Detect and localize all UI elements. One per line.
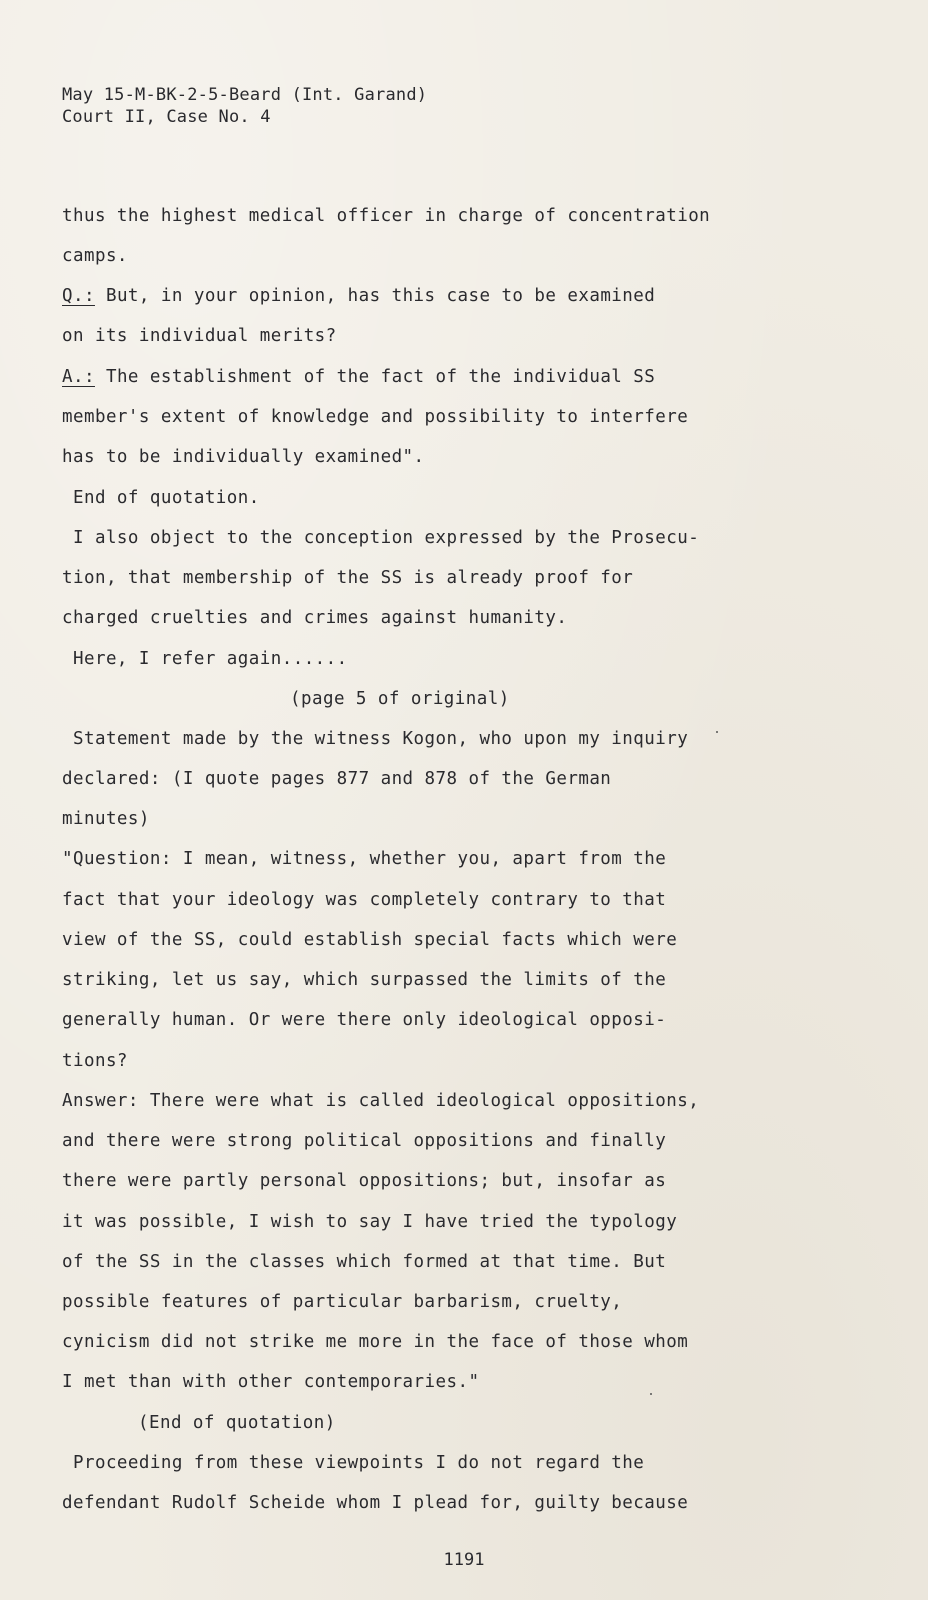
stray-mark (716, 731, 718, 733)
answer-line (62, 365, 655, 389)
body-line: member's extent of knowledge and possibility to interfere (62, 407, 689, 427)
header-court-case-line: Court II, Case No. 4 (62, 107, 271, 127)
body-line: tions? (62, 1051, 128, 1071)
body-line: "Question: I mean, witness, whether you, apart from the (62, 849, 667, 869)
body-line: defendant Rudolf Scheide whom I plead for, guilty because (62, 1493, 689, 1513)
body-line: Proceeding from these viewpoints I do not regard the (62, 1453, 645, 1473)
page-reference-line: (page 5 of original) (290, 689, 510, 709)
body-line: Here, I refer again...... (62, 649, 348, 669)
body-line: End of quotation. (62, 488, 260, 508)
header-reference-line: May 15-M-BK-2-5-Beard (Int. Garand) (62, 85, 428, 105)
body-line: of the SS in the classes which formed at that time. But (62, 1252, 667, 1272)
question-text: But, in your opinion, has this case to be examined (94, 286, 656, 306)
end-quotation-line: (End of quotation) (138, 1413, 336, 1433)
body-line: there were partly personal oppositions; but, insofar as (62, 1171, 667, 1191)
body-line: generally human. Or were there only ideological opposi- (62, 1010, 667, 1030)
body-line: possible features of particular barbarism, cruelty, (62, 1292, 623, 1312)
body-line: I also object to the conception expressed by the Prosecu- (62, 528, 700, 548)
body-line: on its individual merits? (62, 326, 337, 346)
body-line: charged cruelties and crimes against humanity. (62, 608, 568, 628)
answer-label: A.: (62, 367, 95, 387)
answer-text: The establishment of the fact of the individual SS (94, 367, 656, 387)
body-line: it was possible, I wish to say I have tried the typology (62, 1212, 678, 1232)
body-line: I met than with other contemporaries." (62, 1372, 480, 1392)
body-line: minutes) (62, 809, 150, 829)
page-number: 1191 (443, 1550, 485, 1570)
question-line (62, 284, 655, 308)
body-line: Statement made by the witness Kogon, who upon my inquiry (62, 729, 689, 749)
body-line: fact that your ideology was completely contrary to that (62, 890, 667, 910)
body-line: declared: (I quote pages 877 and 878 of the German (62, 769, 612, 789)
body-line: striking, let us say, which surpassed the limits of the (62, 970, 667, 990)
body-line: tion, that membership of the SS is already proof for (62, 568, 634, 588)
document-header (62, 84, 427, 128)
body-line: view of the SS, could establish special facts which were (62, 930, 678, 950)
body-line: Answer: There were what is called ideological oppositions, (62, 1091, 700, 1111)
question-label: Q.: (62, 286, 95, 306)
body-line: camps. (62, 246, 128, 266)
body-line: has to be individually examined". (62, 447, 425, 467)
stray-mark (650, 1393, 652, 1395)
body-line: and there were strong political oppositions and finally (62, 1131, 667, 1151)
body-line: cynicism did not strike me more in the face of those whom (62, 1332, 689, 1352)
body-line: thus the highest medical officer in charge of concentration (62, 206, 711, 226)
